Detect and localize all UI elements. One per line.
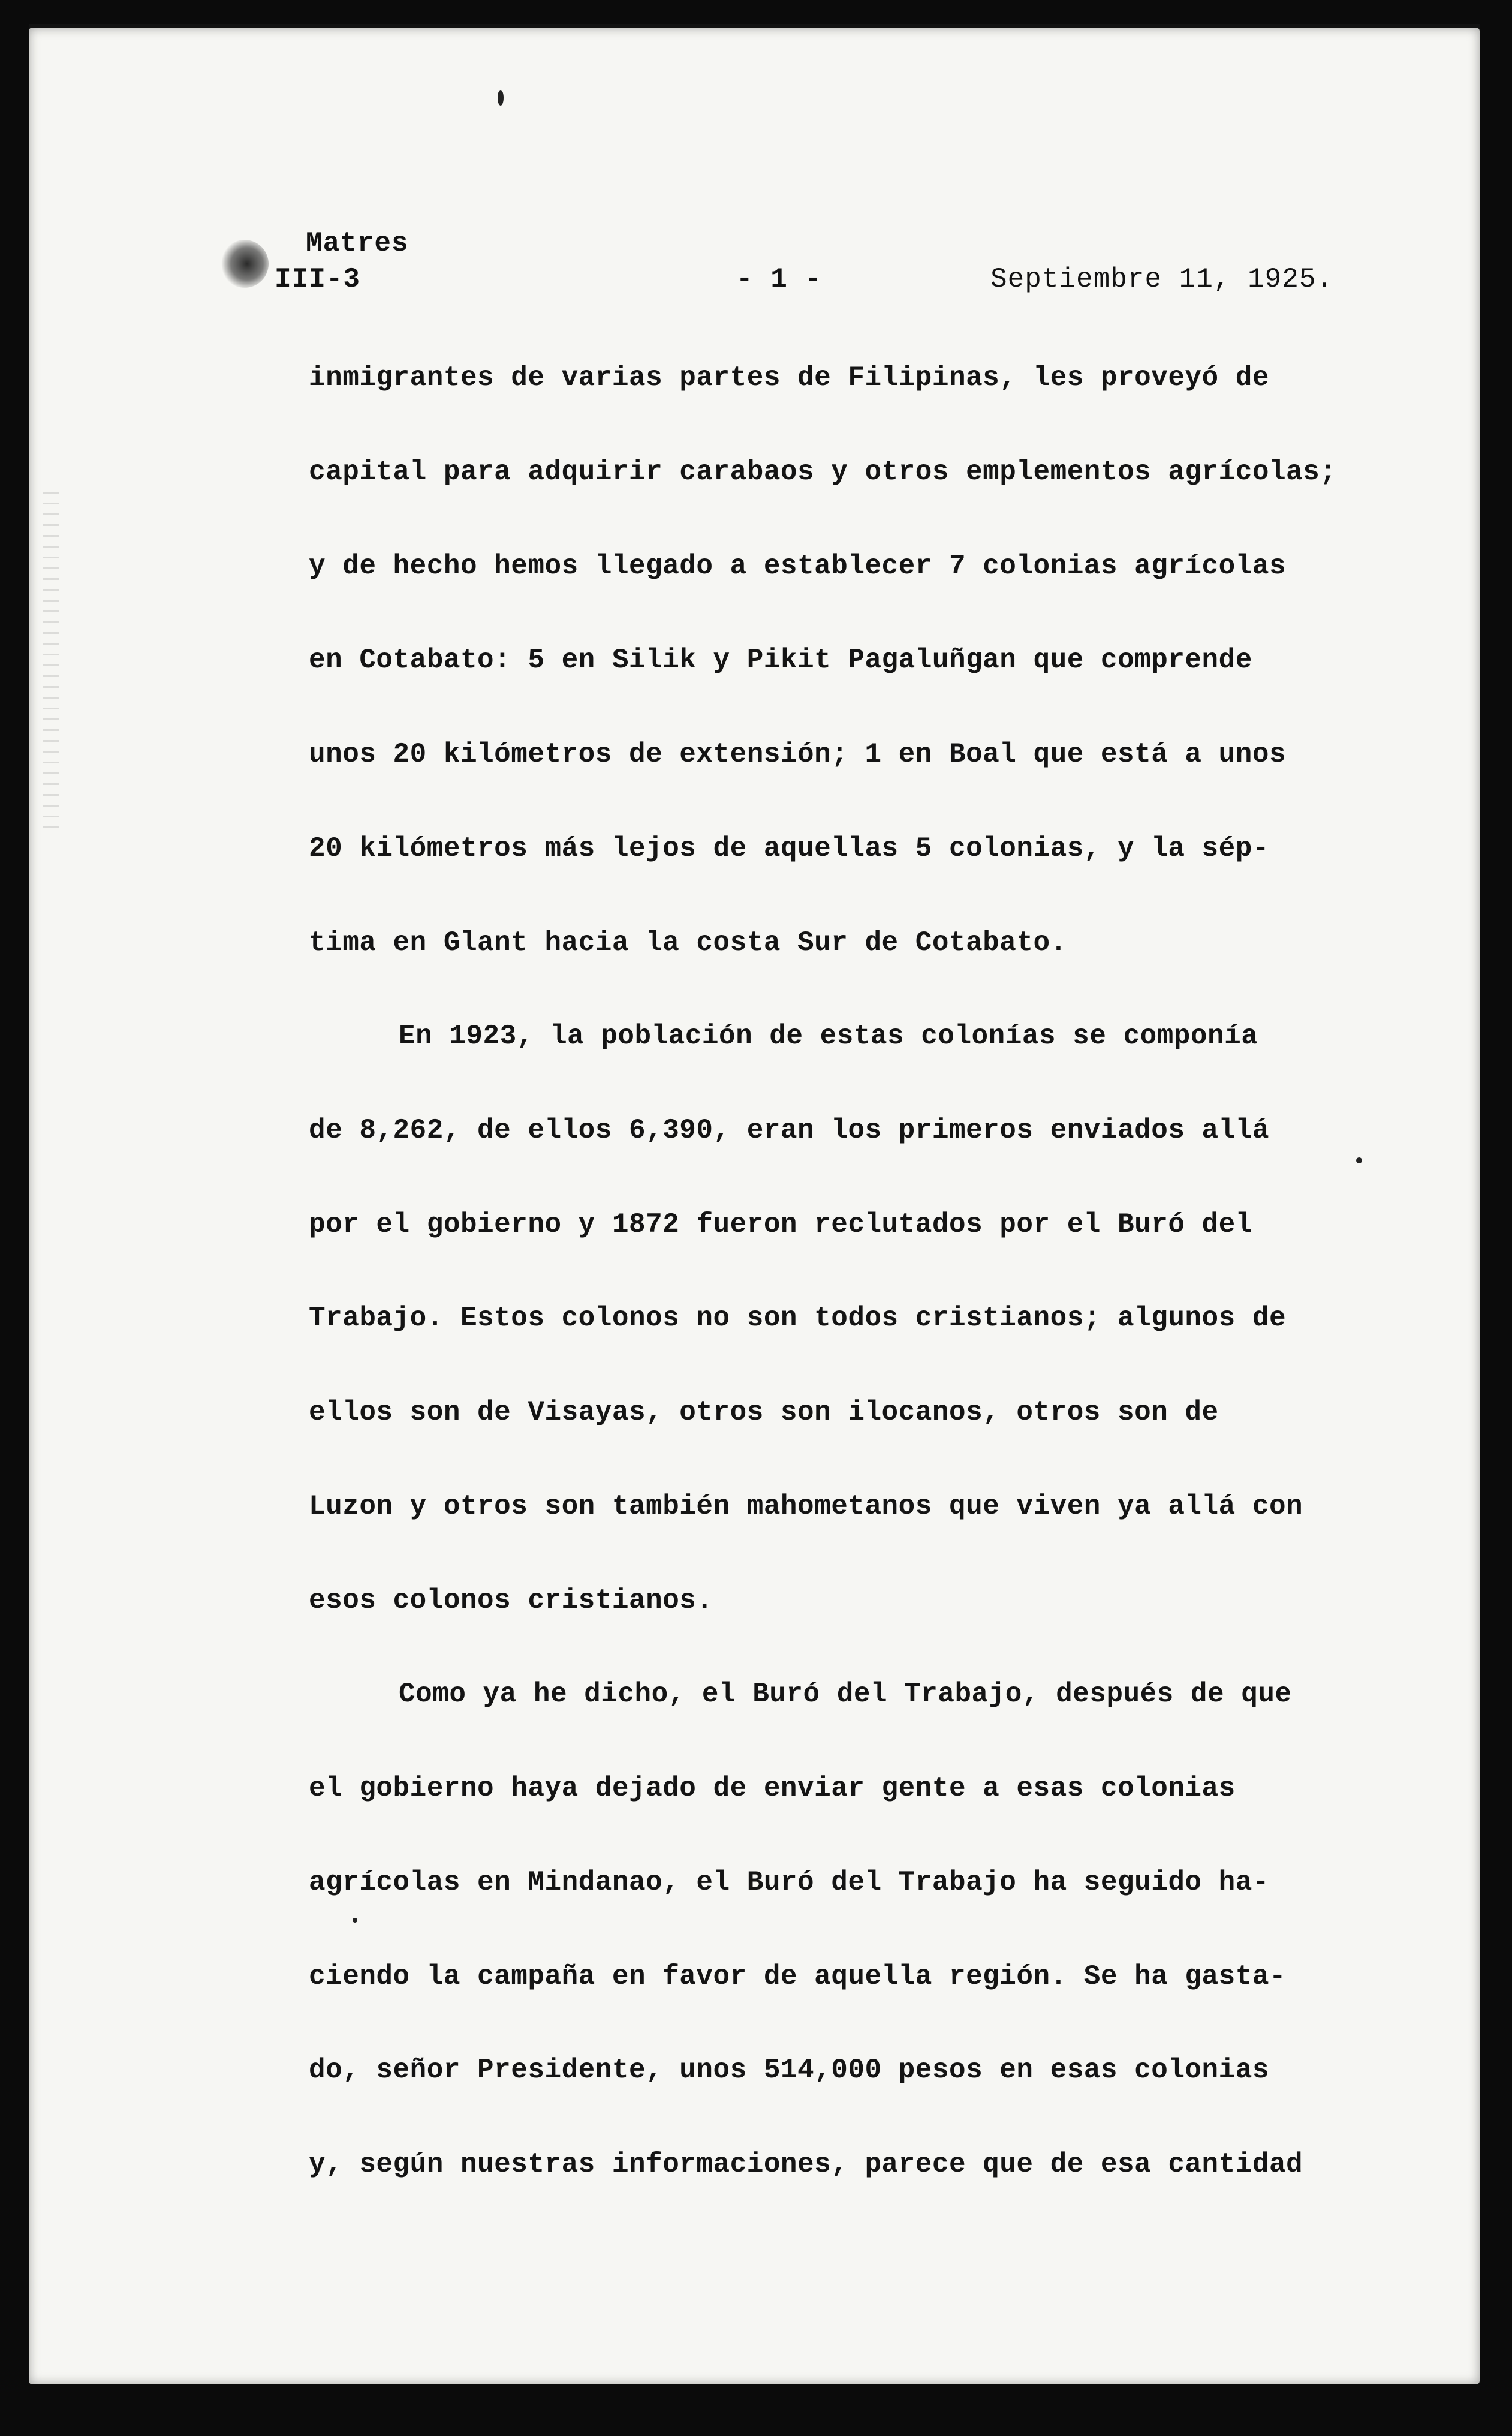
- ink-speck: [353, 1918, 357, 1923]
- body-line: esos colonos cristianos.: [309, 1585, 713, 1616]
- body-line: en Cotabato: 5 en Silik y Pikit Pagaluñgan que comprende: [309, 645, 1252, 676]
- body-line: inmigrantes de varias partes de Filipinas, les proveyó de: [309, 362, 1269, 393]
- ink-blot: [221, 240, 269, 288]
- body-line: unos 20 kilómetros de extensión; 1 en Boal que está a unos: [309, 739, 1287, 770]
- ink-speck: [498, 90, 504, 106]
- body-line: capital para adquirir carabaos y otros emplementos agrícolas;: [309, 456, 1337, 488]
- body-line: por el gobierno y 1872 fueron reclutados por el Buró del: [309, 1209, 1252, 1240]
- page-number: - 1 -: [736, 264, 823, 295]
- body-line: y, según nuestras informaciones, parece que de esa cantidad: [309, 2149, 1303, 2180]
- header-code: III-3: [275, 264, 361, 295]
- body-line: tima en Glant hacia la costa Sur de Cotabato.: [309, 927, 1067, 958]
- body-line: ellos son de Visayas, otros son ilocanos, otros son de: [309, 1397, 1219, 1428]
- body-line: agrícolas en Mindanao, el Buró del Trabajo ha seguido ha-: [309, 1867, 1269, 1898]
- body-line: de 8,262, de ellos 6,390, eran los primeros enviados allá: [309, 1115, 1269, 1146]
- body-line: Luzon y otros son también mahometanos que viven ya allá con: [309, 1491, 1303, 1522]
- body-line: En 1923, la población de estas colonías se componía: [399, 1021, 1258, 1052]
- margin-noise: [43, 492, 59, 828]
- body-line: do, señor Presidente, unos 514,000 pesos en esas colonias: [309, 2055, 1269, 2086]
- header-name: Matres: [306, 228, 409, 259]
- ink-speck: [1356, 1157, 1362, 1163]
- body-line: ciendo la campaña en favor de aquella región. Se ha gasta-: [309, 1961, 1287, 1992]
- body-line: 20 kilómetros más lejos de aquellas 5 colonias, y la sép-: [309, 833, 1269, 864]
- header-date: Septiembre 11, 1925.: [990, 264, 1334, 295]
- body-line: y de hecho hemos llegado a establecer 7 colonias agrícolas: [309, 551, 1287, 582]
- body-line: Trabajo. Estos colonos no son todos cristianos; algunos de: [309, 1303, 1287, 1334]
- body-line: el gobierno haya dejado de enviar gente a esas colonias: [309, 1773, 1236, 1804]
- body-line: Como ya he dicho, el Buró del Trabajo, después de que: [399, 1679, 1292, 1710]
